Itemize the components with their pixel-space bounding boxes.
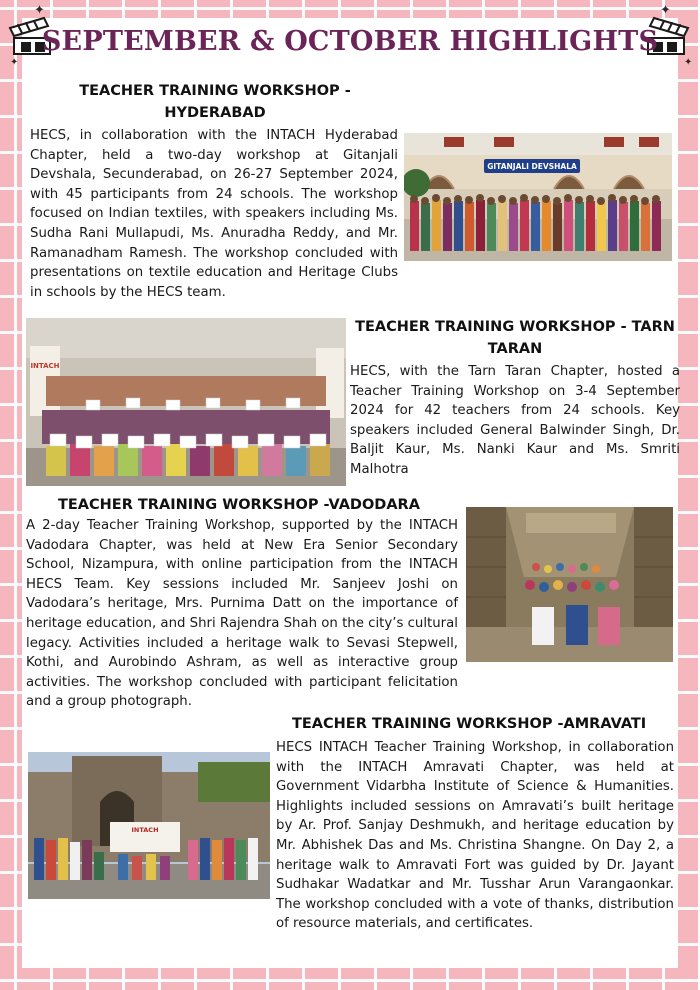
sparkle-icon: ✦ bbox=[684, 57, 693, 68]
section-body-amravati: HECS INTACH Teacher Training Workshop, in collaboration with the INTACH Amravati Chapter, was held at Government Vidarbha Institute of Science & Humanities. Highlights included sessions on Amravati’s built heritage by Ar. Prof. Sanjay Deshmukh, and heritage education by Mr. Abhishek Das and Ms. Christina Shangne. On Day 2, a heritage walk to Amravati Fort was guided by Dr. Jayant Sudhakar Wadatkar and Mr. Tusshar Arun Varangaonkar. The workshop concluded with a vote of thanks, distribution of resource materials, and certificates. bbox=[276, 740, 674, 932]
section-heading-vadodara: TEACHER TRAINING WORKSHOP -VADODARA bbox=[58, 497, 420, 513]
section-body-tarn-taran: HECS, with the Tarn Taran Chapter, hosted a Teacher Training Workshop on 3-4 September 2024 for 42 teachers from 24 schools. Key speakers included General Balwinder Singh, Dr. Baljit Kaur, Ms. Nanki Kaur and Ms. Smriti Malhotra bbox=[350, 364, 680, 477]
sparkle-icon: ✦ bbox=[34, 3, 45, 18]
section-heading-amravati: TEACHER TRAINING WORKSHOP -AMRAVATI bbox=[292, 716, 647, 732]
sparkle-icon: ✦ bbox=[10, 57, 19, 68]
amravati-photo-sign: INTACH bbox=[131, 826, 159, 834]
tarn-taran-group-photo bbox=[26, 318, 346, 486]
hyderabad-group-photo bbox=[404, 133, 672, 261]
vadodara-stepwell-photo bbox=[466, 507, 673, 662]
section-body-hyderabad: HECS, in collaboration with the INTACH Hyderabad Chapter, held a two-day workshop at Gitanjali Devshala, Secunderabad, on 26-27 September 2024, with 45 participants from 24 schools. The workshop focused on Indian textiles, with speakers including Ms. Sudha Rani Mullapudi, Ms. Anuradha Reddy, and Mr. Ramanadham Ramesh. The workshop concluded with presentations on textile education and Heritage Clubs in schools by the HECS team. bbox=[30, 128, 398, 300]
section-heading-hyderabad: TEACHER TRAINING WORKSHOP - HYDERABAD bbox=[79, 83, 351, 121]
page-title: SEPTEMBER & OCTOBER HIGHLIGHTS bbox=[41, 26, 659, 57]
amravati-fort-photo bbox=[28, 752, 270, 899]
sparkle-icon: ✦ bbox=[660, 3, 671, 18]
tarn-taran-photo-sign: INTACH bbox=[30, 362, 60, 370]
hyderabad-photo-sign: GITANJALI DEVSHALA bbox=[487, 162, 577, 171]
section-heading-tarn-taran: TEACHER TRAINING WORKSHOP - TARN TARAN bbox=[355, 319, 675, 357]
section-body-vadodara: A 2-day Teacher Training Workshop, supported by the INTACH Vadodara Chapter, was held at New Era Senior Secondary School, Nizampura, with online participation from the INTACH HECS Team. Key sessions included Mr. Sanjeev Joshi on Vadodara’s heritage, Mrs. Purnima Datt on the importance of heritage education, and Shri Rajendra Shah on the city’s cultural legacy. Activities included a heritage walk to Sevasi Stepwell, Kothi, and Aurobindo Ashram, as well as interactive group activities. The workshop concluded with participant felicitation and a group photograph. bbox=[26, 518, 458, 710]
